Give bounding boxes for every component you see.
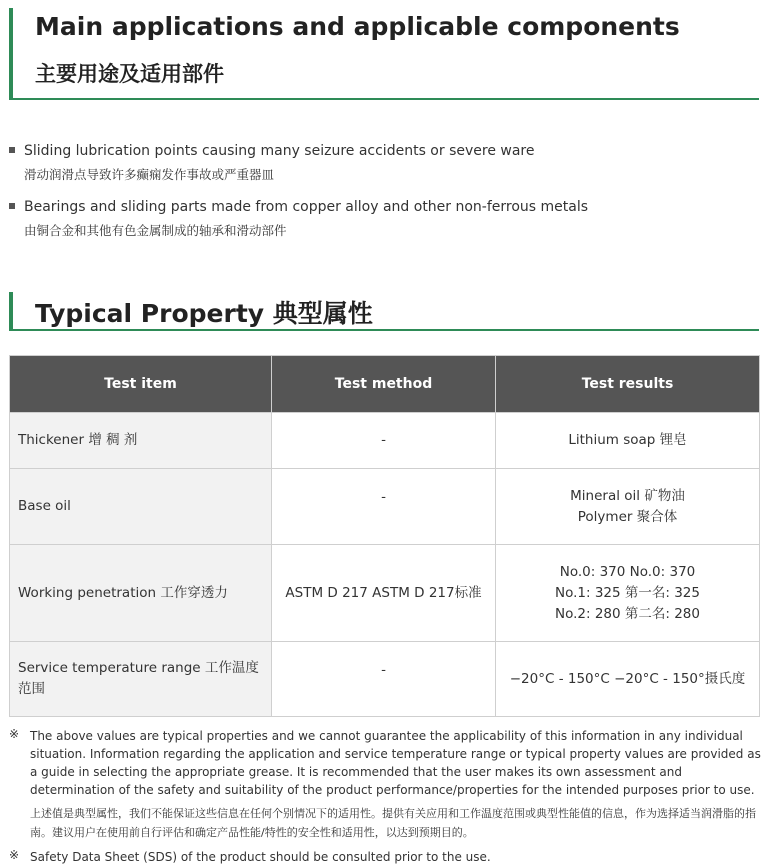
result-line: Polymer 聚合体 [577,508,678,525]
test-result-cell [496,545,760,642]
disclaimer-en: The above values are typical properties and we cannot guarantee the applicability of this information in any individual situation. Information regarding the application and service temperature range or typical property values are provided as a guide in selecting the appropriate grease. It is recommended that the user makes its own assessment and determination of the safety and suitability of the product performance/properties for the intended purposes prior to use. [30,729,761,797]
applications-heading [9,8,759,100]
property-table [9,355,760,717]
column-header-test-method: Test method [272,356,496,413]
result-line: −20°C - 150°C −20°C - 150°摄氏度 [509,670,746,687]
test-item-cell: Base oil [10,469,272,545]
test-item-cell: Thickener 增 稠 剂 [10,413,272,469]
square-bullet-icon [9,203,15,209]
sds-text: Safety Data Sheet (SDS) of the product should be consulted prior to the use. [30,850,491,864]
test-method-cell: - [272,413,496,469]
test-method-cell: ASTM D 217 ASTM D 217标准 [272,545,496,642]
application-en: Bearings and sliding parts made from copper alloy and other non-ferrous metals [24,199,589,215]
application-zh: 由铜合金和其他有色金属制成的轴承和滑动部件 [24,223,287,238]
disclaimer-note [9,727,761,842]
disclaimer-zh: 上述值是典型属性，我们不能保证这些信息在任何个别情况下的适用性。提供有关应用和工作温度范围或典型性能值的信息，作为选择适当润滑脂的指南。建议用户在使用前自行评估和确定产品性能/特性的安全性和适用性，以达到预期目的。 [30,807,756,839]
column-header-test-results: Test results [496,356,760,413]
application-en: Sliding lubrication points causing many seizure accidents or severe ware [24,143,535,159]
list-item [9,196,759,244]
test-result-cell [496,469,760,545]
result-line: No.1: 325 第一名: 325 [554,584,700,601]
test-item-cell: Working penetration 工作穿透力 [10,545,272,642]
reference-mark: ※ [9,848,20,862]
test-result-cell [496,642,760,717]
sds-note [9,848,761,866]
test-method-cell: - [272,469,496,545]
result-line: No.2: 280 第二名: 280 [554,605,700,622]
test-result-cell [496,413,760,469]
table-row [10,545,760,642]
property-title: Typical Property 典型属性 [35,299,373,328]
property-heading [9,292,759,331]
test-item-cell: Service temperature range 工作温度范围 [10,642,272,717]
square-bullet-icon [9,147,15,153]
test-method-cell: - [272,642,496,717]
table-row [10,413,760,469]
reference-mark: ※ [9,727,20,741]
application-zh: 滑动润滑点导致许多癫痫发作事故或严重器皿 [24,167,275,182]
applications-title-en: Main applications and applicable components [35,12,680,41]
result-line: No.0: 370 No.0: 370 [559,563,696,580]
notes [9,727,761,866]
column-header-test-item: Test item [10,356,272,413]
table-row [10,642,760,717]
applications-list [9,140,759,252]
table-header-row [10,356,760,413]
applications-title-zh: 主要用途及适用部件 [35,62,224,86]
table-row [10,469,760,545]
result-line: Lithium soap 锂皂 [568,432,687,448]
result-line: Mineral oil 矿物油 [570,487,685,504]
list-item [9,140,759,188]
